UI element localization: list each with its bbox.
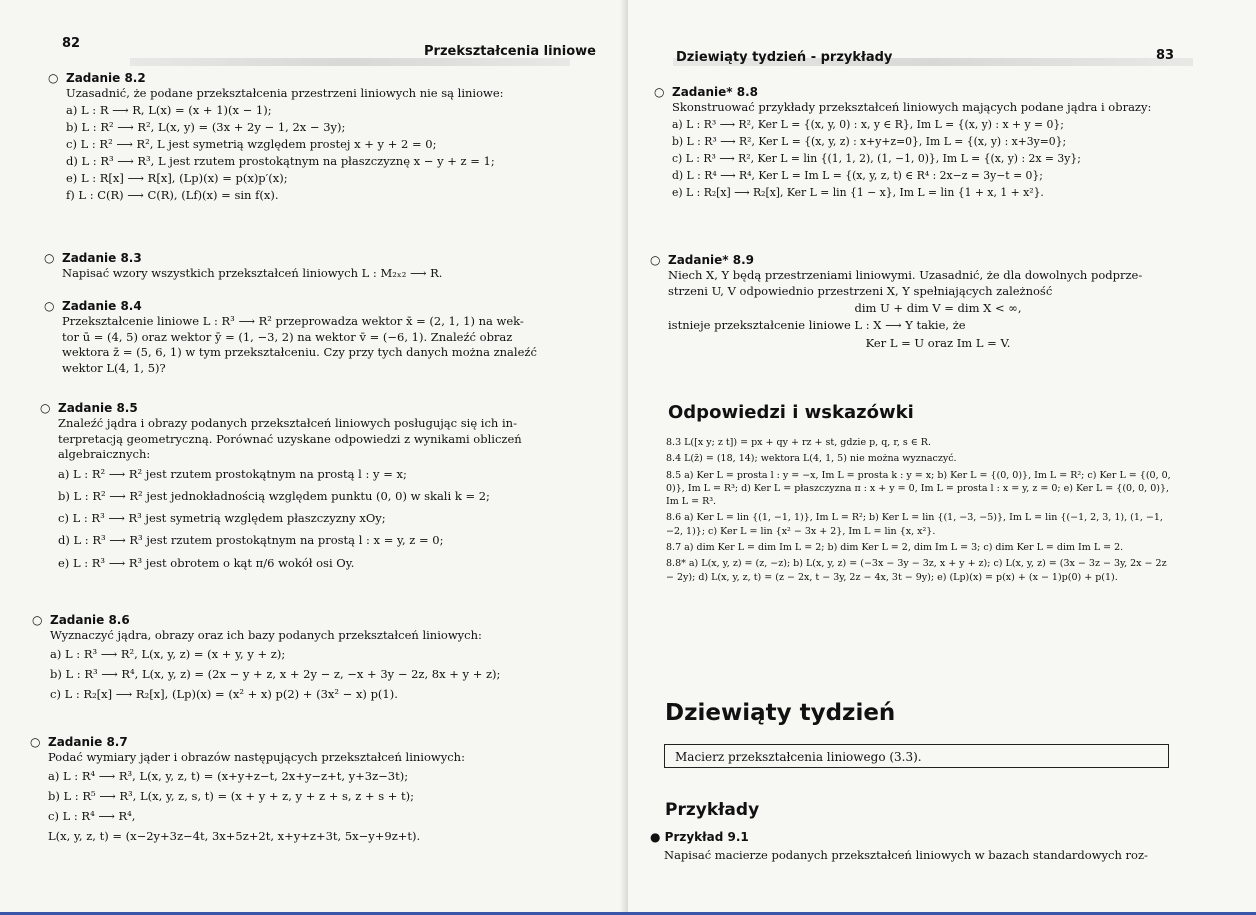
task-heading: ○ Zadanie 8.3 <box>44 251 142 265</box>
example-heading: ● Przykład 9.1 <box>650 830 749 844</box>
task-item: c) L : R⁴ ⟶ R⁴, <box>48 808 136 823</box>
task-text: wektor L(4, 1, 5)? <box>62 360 166 375</box>
task-8-8 <box>654 84 1202 201</box>
task-text: Wyznaczyć jądra, obrazy oraz ich bazy podanych przekształceń liniowych: <box>50 628 482 642</box>
circle-bullet-icon: ○ <box>654 85 665 99</box>
filled-bullet-icon: ● <box>650 830 665 844</box>
task-item: c) L : R₂[x] ⟶ R₂[x], (Lp)(x) = (x² + x) p(2) + (3x² − x) p(1). <box>50 686 398 701</box>
task-item: d) L : R³ ⟶ R³ jest rzutem prostokątnym na prostą l : x = y, z = 0; <box>58 532 444 547</box>
circle-bullet-icon: ○ <box>40 401 51 415</box>
formula: dim U + dim V = dim X < ∞, <box>854 301 1022 315</box>
circle-bullet-icon: ○ <box>44 251 55 265</box>
task-text: algebraicznych: <box>58 447 151 461</box>
task-item: e) L : R₂[x] ⟶ R₂[x], Ker L = lin {1 − x}, Im L = lin {1 + x, 1 + x²}. <box>672 185 1044 199</box>
task-item: L(x, y, z, t) = (x−2y+3z−4t, 3x+5z+2t, x+y+z+3t, 5x−y+9z+t). <box>48 828 421 843</box>
circle-bullet-icon: ○ <box>650 253 661 267</box>
task-8-2 <box>48 70 566 204</box>
task-item: b) L : R² ⟶ R² jest jednokładnością względem punktu (0, 0) w skali k = 2; <box>58 488 490 503</box>
left-running-head: Przekształcenia liniowe <box>424 44 596 59</box>
task-heading: ○ Zadanie 8.4 <box>44 299 142 313</box>
task-text: Napisać wzory wszystkich przekształceń liniowych L : M₂ₓ₂ ⟶ R. <box>62 266 443 280</box>
task-heading: ○ Zadanie* 8.8 <box>654 85 758 99</box>
circle-bullet-icon: ○ <box>48 71 59 85</box>
task-8-9 <box>650 252 1208 353</box>
left-header-rule <box>130 58 570 66</box>
answer-item: 8.6 a) Ker L = lin {(1, −1, 1)}, Im L = R²; b) Ker L = lin {(1, −3, −5)}, Im L = lin {(−1, 2, 3, 1), (1, −1, −2, 1)}; c) Ker L = lin {x² − 3x + 2}, Im L = lin {x, x²}. <box>666 512 1163 537</box>
task-text: Uzasadnić, że podane przekształcenia przestrzeni liniowych nie są liniowe: <box>66 86 504 100</box>
task-item: c) L : R² ⟶ R², L jest symetrią względem prostej x + y + 2 = 0; <box>66 136 437 151</box>
task-text: tor ū = (4, 5) oraz wektor ȳ = (1, −3, 2) na wektor v̄ = (−6, 1). Znaleźć obraz <box>62 329 513 344</box>
task-item: a) L : R² ⟶ R² jest rzutem prostokątnym na prostą l : y = x; <box>58 466 407 481</box>
task-item: b) L : R³ ⟶ R², Ker L = {(x, y, z) : x+y+z=0}, Im L = {(x, y) : x+3y=0}; <box>672 134 1067 148</box>
task-item: b) L : R⁵ ⟶ R³, L(x, y, z, s, t) = (x + y + z, y + z + s, z + s + t); <box>48 788 415 803</box>
task-item: a) L : R³ ⟶ R², L(x, y, z) = (x + y, y + z); <box>50 646 286 661</box>
task-heading: ○ Zadanie 8.6 <box>32 613 130 627</box>
answers-title: Odpowiedzi i wskazówki <box>668 402 914 423</box>
topic-box: Macierz przekształcenia liniowego (3.3). <box>664 744 1169 768</box>
task-text: Przekształcenie liniowe L : R³ ⟶ R² przeprowadza wektor x̄ = (2, 1, 1) na wek- <box>62 314 524 328</box>
task-item: b) L : R² ⟶ R², L(x, y) = (3x + 2y − 1, 2x − 3y); <box>66 119 346 134</box>
right-running-head: Dziewiąty tydzień - przykłady <box>676 50 893 65</box>
task-8-7 <box>30 734 568 846</box>
task-heading: ○ Zadanie 8.2 <box>48 71 146 85</box>
task-text: Skonstruować przykłady przekształceń liniowych mających podane jądra i obrazy: <box>672 100 1152 114</box>
task-item: a) L : R⁴ ⟶ R³, L(x, y, z, t) = (x+y+z−t, 2x+y−z+t, y+3z−3t); <box>48 768 409 783</box>
answer-item: 8.3 L([x y; z t]) = px + qy + rz + st, gdzie p, q, r, s ∈ R. <box>666 437 931 448</box>
task-item: c) L : R³ ⟶ R², Ker L = lin {(1, 1, 2), (1, −1, 0)}, Im L = {(x, y) : 2x = 3y}; <box>672 151 1081 165</box>
answer-item: 8.4 L(z̄) = (18, 14); wektora L(4, 1, 5) nie można wyznaczyć. <box>666 453 957 465</box>
task-heading: ○ Zadanie 8.5 <box>40 401 138 415</box>
chapter-title: Dziewiąty tydzień <box>665 700 896 726</box>
example-text: Napisać macierze podanych przekształceń liniowych w bazach standardowych roz- <box>664 848 1148 862</box>
answer-item: 8.8* a) L(x, y, z) = (z, −z); b) L(x, y, z) = (−3x − 3y − 3z, x + y + z); c) L(x, y, z) = (3x − 3z − 3y, 2x − 2z − 2y); d) L(x, y, z, t) = (z − 2x, t − 3y, 2z − 4x, 3t − 9y); e) (Lp)(x) = p(x) + (x − 1)p(0) + p(1). <box>666 558 1167 583</box>
task-item: c) L : R³ ⟶ R³ jest symetrią względem płaszczyzny xOy; <box>58 510 386 525</box>
task-item: b) L : R³ ⟶ R⁴, L(x, y, z) = (2x − y + z, x + 2y − z, −x + 3y − 2z, 8x + y + z); <box>50 666 501 681</box>
task-item: f) L : C(R) ⟶ C(R), (Lf)(x) = sin f(x). <box>66 187 279 202</box>
task-8-5 <box>40 400 566 575</box>
task-text: Niech X, Y będą przestrzeniami liniowymi. Uzasadnić, że dla dowolnych podprze- <box>668 268 1143 282</box>
task-text: strzeni U, V odpowiednio przestrzeni X, Y spełniających zależność <box>668 283 1053 298</box>
task-heading: ○ Zadanie* 8.9 <box>650 253 754 267</box>
formula: Ker L = U oraz Im L = V. <box>865 335 1011 350</box>
answer-item: 8.7 a) dim Ker L = dim Im L = 2; b) dim Ker L = 2, dim Im L = 3; c) dim Ker L = dim Im L = 2. <box>666 542 1124 554</box>
task-8-3 <box>44 250 567 282</box>
task-item: d) L : R⁴ ⟶ R⁴, Ker L = Im L = {(x, y, z, t) ∈ R⁴ : 2x−z = 3y−t = 0}; <box>672 168 1043 182</box>
task-item: a) L : R ⟶ R, L(x) = (x + 1)(x − 1); <box>66 102 272 117</box>
task-item: a) L : R³ ⟶ R², Ker L = {(x, y, 0) : x, y ∈ R}, Im L = {(x, y) : x + y = 0}; <box>672 117 1064 131</box>
answer-item: 8.5 a) Ker L = prosta l : y = −x, Im L = prosta k : y = x; b) Ker L = {(0, 0)}, Im L = R²; c) Ker L = {(0, 0, 0)}, Im L = R³; d) Ker L = płaszczyzna π : x + y = 0, Im L = prosta l : x = y, z = 0; e) Ker L = {(0, 0, 0)}, Im L = R³. <box>666 469 1171 508</box>
task-item: e) L : R[x] ⟶ R[x], (Lp)(x) = p(x)p′(x); <box>66 170 288 185</box>
task-text: Znaleźć jądra i obrazy podanych przekształceń liniowych posługując się ich in- <box>58 416 517 430</box>
task-item: d) L : R³ ⟶ R³, L jest rzutem prostokątnym na płaszczyznę x − y + z = 1; <box>66 153 495 168</box>
task-text: Podać wymiary jąder i obrazów następujących przekształceń liniowych: <box>48 750 465 764</box>
circle-bullet-icon: ○ <box>30 735 41 749</box>
task-text: istnieje przekształcenie liniowe L : X ⟶ Y takie, że <box>668 318 966 332</box>
task-item: e) L : R³ ⟶ R³ jest obrotem o kąt π/6 wokół osi Oy. <box>58 555 355 570</box>
right-page-number: 83 <box>1156 48 1175 63</box>
task-8-6 <box>32 612 570 704</box>
circle-bullet-icon: ○ <box>32 613 43 627</box>
task-8-4 <box>44 298 570 376</box>
answers-list <box>666 436 1171 587</box>
task-text: terpretacją geometryczną. Porównać uzyskane odpowiedzi z wynikami obliczeń <box>58 431 522 446</box>
task-text: wektora z̄ = (5, 6, 1) w tym przekształceniu. Czy przy tych danych można znaleźć <box>62 345 537 359</box>
task-heading: ○ Zadanie 8.7 <box>30 735 128 749</box>
circle-bullet-icon: ○ <box>44 299 55 313</box>
left-page-number: 82 <box>62 36 81 51</box>
examples-title: Przykłady <box>665 800 760 820</box>
